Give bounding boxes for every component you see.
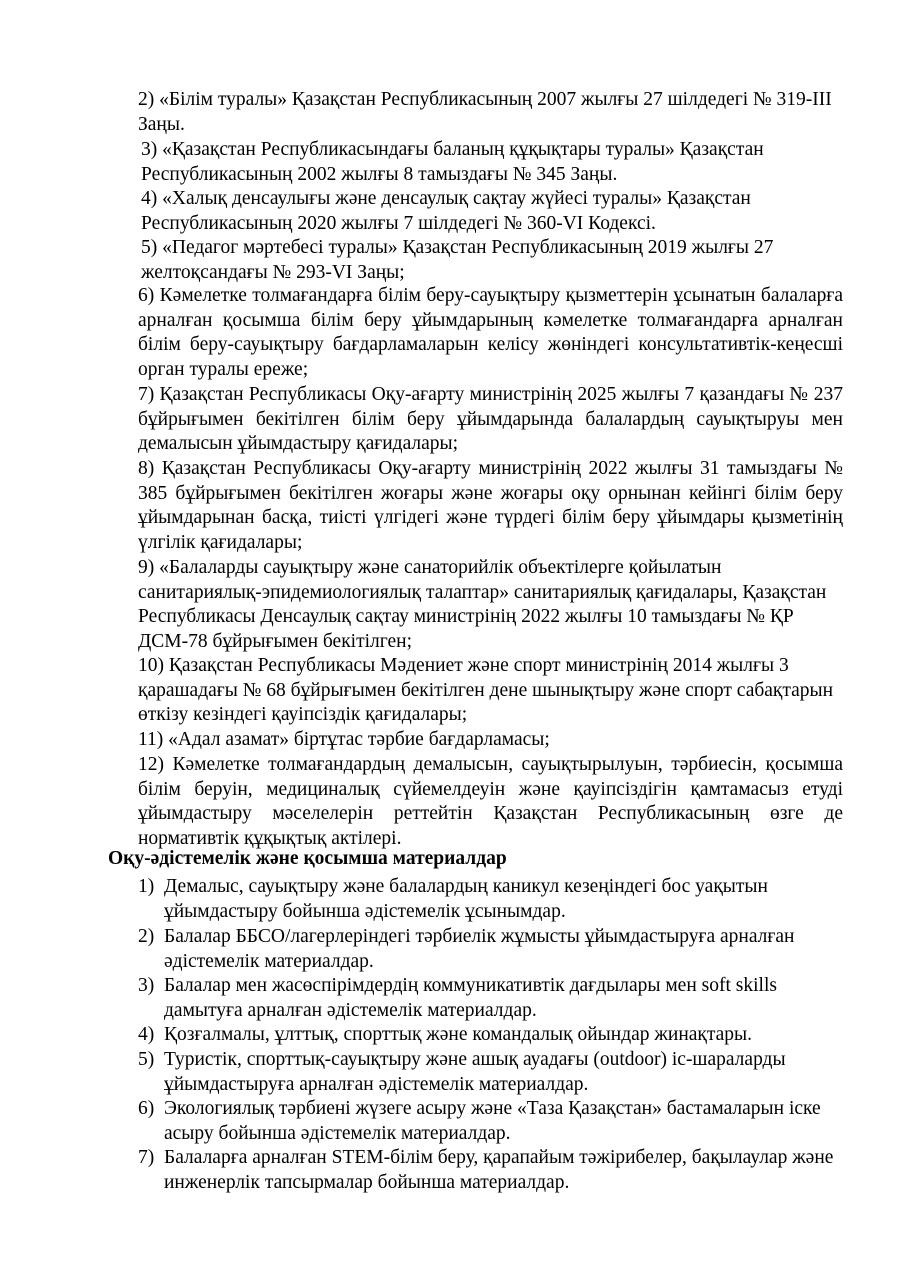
- list-item-number: 5): [138, 1049, 155, 1070]
- legal-act-item-10: 10) Қазақстан Республикасы Мәдениет және спорт министрінің 2014 жылғы 3 қарашадағы № 68 бұйрығымен бекітілген дене шынықтыру және спорт сабақтарын өткізу кезіндегі қауіпсіздік қағидалары;: [138, 655, 834, 726]
- section-heading: Оқу-әдістемелік және қосымша материалдар: [108, 848, 507, 869]
- legal-act-item-9: 9) «Балаларды сауықтыру және санаторийлік объектілерге қойылатын санитариялық-эпидемиологиялық талаптар» санитариялық қағидалары, Қазақстан Республикасы Денсаулық сақтау министрінің 2022 жылғы 10 тамыздағы № ҚР ДСМ-78 бұйрығымен бекітілген;: [138, 557, 827, 652]
- list-item-number: 4): [138, 1024, 155, 1045]
- legal-act-item-12: 12) Кәмелетке толмағандардың демалысын, сауықтырылуын, тәрбиесін, қосымша білім беруін, медициналық сүйемелдеуін және қауіпсіздігін қамтамасыз етуді ұйымдастыру мәселелерін реттейтін Қазақстан Республикасының өзге де нормативтік құқықтық актілері.: [138, 754, 843, 849]
- list-item-text: Балаларға арналған STEM-білім беру, қарапайым тәжірибелер, бақылаулар және инженерлік тапсырмалар бойынша материалдар.: [164, 1147, 834, 1193]
- legal-act-item-2: 2) «Білім туралы» Қазақстан Республикасының 2007 жылғы 27 шілдедегі № 319-III Заңы.: [138, 89, 832, 135]
- list-item-text: Қозғалмалы, ұлттық, спорттық және командалық ойындар жинақтары.: [164, 1024, 753, 1045]
- list-item-text: Экологиялық тәрбиені жүзеге асыру және «Таза Қазақстан» бастамаларын іске асыру бойынша әдістемелік материалдар.: [164, 1098, 821, 1144]
- list-item-text: Туристік, спорттық-сауықтыру және ашық ауадағы (outdoor) іс-шараларды ұйымдастыруға арналған әдістемелік материалдар.: [164, 1049, 786, 1095]
- legal-act-item-4: 4) «Халық денсаулығы және денсаулық сақтау жүйесі туралы» Қазақстан Республикасының 2020 жылғы 7 шілдедегі № 360-VI Кодексі.: [141, 188, 751, 234]
- materials-list-item: [138, 974, 843, 1023]
- list-item-number: 6): [138, 1098, 155, 1119]
- legal-act-item-8: 8) Қазақстан Республикасы Оқу-ағарту министрінің 2022 жылғы 31 тамыздағы № 385 бұйрығымен бекітілген жоғары және жоғары оқу орнынан кейінгі білім беру ұйымдарынан басқа, тиісті үлгідегі және түрдегі білім беру ұйымдары қызметінің үлгілік қағидалары;: [138, 458, 843, 553]
- legal-act-item-7: 7) Қазақстан Республикасы Оқу-ағарту министрінің 2025 жылғы 7 қазандағы № 237 бұйрығымен бекітілген білім беру ұйымдарында балалардың сауықтыруы мен демалысын ұйымдастыру қағидалары;: [138, 384, 843, 455]
- legal-act-item-5: 5) «Педагог мәртебесі туралы» Қазақстан Республикасының 2019 жылғы 27 желтоқсандағы № 293-VI Заңы;: [141, 237, 774, 283]
- list-item-number: 1): [138, 876, 155, 897]
- materials-list-item: [138, 1097, 843, 1146]
- legal-act-item-6: 6) Кәмелетке толмағандарға білім беру-сауықтыру қызметтерін ұсынатын балаларға арналған қосымша білім беру ұйымдарының кәмелетке толмағандарға арналған білім беру-сауықтыру бағдарламаларын келісу жөніндегі консультативтік-кеңесші орган туралы ереже;: [138, 285, 843, 380]
- materials-list-item: [138, 1146, 843, 1195]
- list-item-text: Балалар ББСО/лагерлеріндегі тәрбиелік жұмысты ұйымдастыруға арналған әдістемелік материалдар.: [164, 926, 795, 972]
- list-item-number: 3): [138, 975, 155, 996]
- materials-list-item: [138, 1023, 843, 1048]
- legal-act-item-3: 3) «Қазақстан Республикасындағы баланың құқықтары туралы» Қазақстан Республикасының 2002 жылғы 8 тамыздағы № 345 Заңы.: [141, 139, 764, 185]
- list-item-number: 2): [138, 926, 155, 947]
- list-item-text: Демалыс, сауықтыру және балалардың каникул кезеңіндегі бос уақытын ұйымдастыру бойынша әдістемелік ұсынымдар.: [164, 876, 768, 922]
- list-item-number: 7): [138, 1147, 155, 1168]
- materials-list-item: [138, 875, 843, 924]
- materials-list-item: [138, 925, 843, 974]
- materials-list-item: [138, 1048, 843, 1097]
- list-item-text: Балалар мен жасөспірімдердің коммуникативтік дағдылары мен soft skills дамытуға арналған әдістемелік материалдар.: [164, 975, 777, 1021]
- legal-act-item-11: 11) «Адал азамат» біртұтас тәрбие бағдарламасы;: [138, 729, 550, 750]
